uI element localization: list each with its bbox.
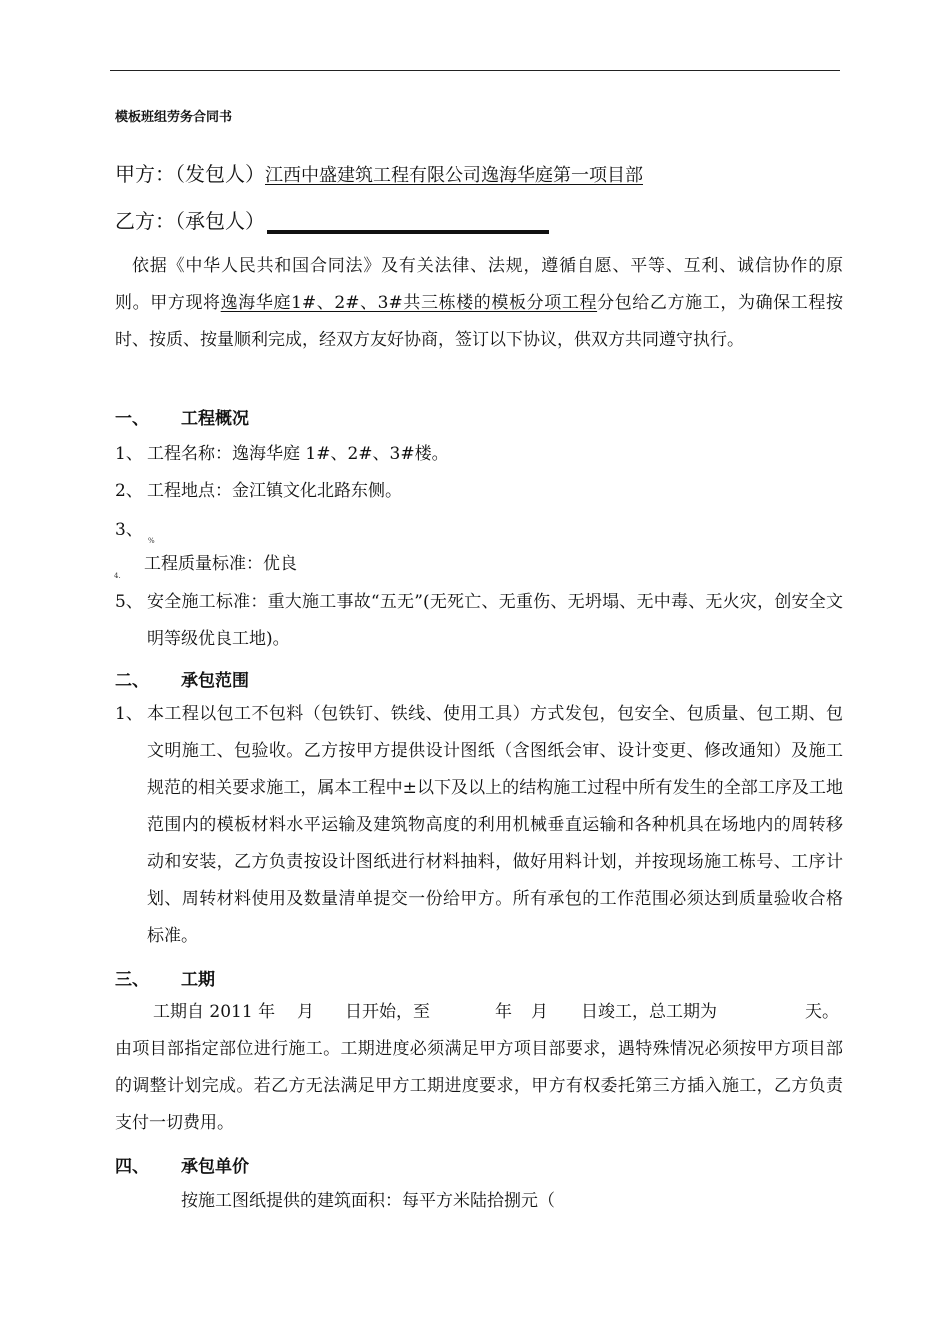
overview-item-4-text: 工程质量标准：优良 (144, 554, 297, 574)
party-b-blank (267, 230, 549, 234)
scope-item-1 (115, 696, 843, 955)
section-1-number: 一、 (115, 409, 149, 429)
period-d1: 工期自 2011 年 (153, 1002, 276, 1022)
period-d4: 年 (495, 1002, 512, 1022)
overview-item-1 (115, 436, 843, 473)
section-4-heading (115, 1152, 249, 1177)
intro-part1: 依据《中华人民共和国合同法》及有关法律、法规，遵循自愿、平等、互利、诚信协作的原则。甲方现将 (115, 256, 843, 313)
overview-item-2-number: 2、 (115, 481, 143, 501)
price-text: 按施工图纸提供的建筑面积：每平方米陆拾捌元（ (181, 1191, 555, 1211)
overview-item-1-text: 工程名称：逸海华庭 1#、2#、3#楼。 (147, 444, 449, 464)
overview-item-5-text: 安全施工标准：重大施工事故“五无”(无死亡、无重伤、无坍塌、无中毒、无火灾，创安全文明等级优良工地)。 (147, 592, 843, 649)
overview-item-4-mark: 4. (114, 572, 121, 580)
intro-part2: 分包给乙方施工，为确保工程按时、按质、按量顺利完成，经双方友好协商，签订以下协议，供双方共同遵守执行。 (115, 293, 844, 350)
period-d6: 日竣工，总工期为 (581, 1002, 717, 1022)
section-3-title: 工期 (181, 970, 215, 990)
section-2-heading (115, 666, 249, 691)
section-1-title: 工程概况 (181, 409, 249, 429)
overview-item-2 (115, 473, 843, 510)
section-4-title: 承包单价 (181, 1157, 249, 1177)
document-title: 模板班组劳务合同书 (115, 110, 233, 125)
overview-item-1-number: 1、 (115, 444, 143, 464)
party-a-label: 甲方：（发包人） (115, 162, 265, 186)
overview-item-3-mark: % (148, 537, 155, 545)
scope-item-1-text: 本工程以包工不包料（包铁钉、铁线、使用工具）方式发包，包安全、包质量、包工期、包文明施工、包验收。乙方按甲方提供设计图纸（含图纸会审、设计变更、修改通知）及施工规范的相关要求施工，属本工程中±以下及以上的结构施工过程中所有发生的全部工序及工地范围内的模板材料水平运输及建筑物高度的利用机械垂直运输和各种机具在场地内的周转移动和安装，乙方负责按设计图纸进行材料抽料，做好用料计划，并按现场施工栋号、工序计划、周转材料使用及数量清单提交一份给甲方。所有承包的工作范围必须达到质量验收合格标准。 (147, 704, 843, 946)
section-3-number: 三、 (115, 970, 149, 990)
period-d2: 月 (297, 1002, 314, 1022)
section-2-title: 承包范围 (181, 671, 249, 691)
scope-item-1-number: 1、 (115, 704, 143, 724)
section-1-heading (115, 404, 249, 429)
overview-item-5 (115, 584, 843, 658)
period-paragraph: 由项目部指定部位进行施工。工期进度必须满足甲方项目部要求，遇特殊情况必须按甲方项目部的调整计划完成。若乙方无法满足甲方工期进度要求，甲方有权委托第三方插入施工，乙方负责支付一切费用。 (115, 1039, 843, 1133)
intro-project: 逸海华庭1#、2#、3#共三栋楼的模板分项工程 (220, 293, 598, 313)
party-b-line (115, 205, 549, 234)
section-2-number: 二、 (115, 671, 149, 691)
overview-item-2-text: 工程地点：金江镇文化北路东侧。 (147, 481, 402, 501)
party-a-value: 江西中盛建筑工程有限公司逸海华庭第一项目部 (265, 165, 643, 186)
overview-item-3-number: 3、 (115, 520, 143, 540)
party-a-line (115, 158, 643, 187)
period-d3: 日开始，至 (345, 1002, 430, 1022)
period-d5: 月 (531, 1002, 548, 1022)
party-b-label: 乙方：（承包人） (115, 209, 265, 233)
section-4-number: 四、 (115, 1157, 149, 1177)
section-3-heading (115, 965, 215, 990)
period-d7: 天。 (805, 1002, 839, 1022)
overview-item-5-number: 5、 (115, 592, 143, 612)
header-rule (110, 70, 840, 71)
intro-paragraph (115, 248, 843, 359)
